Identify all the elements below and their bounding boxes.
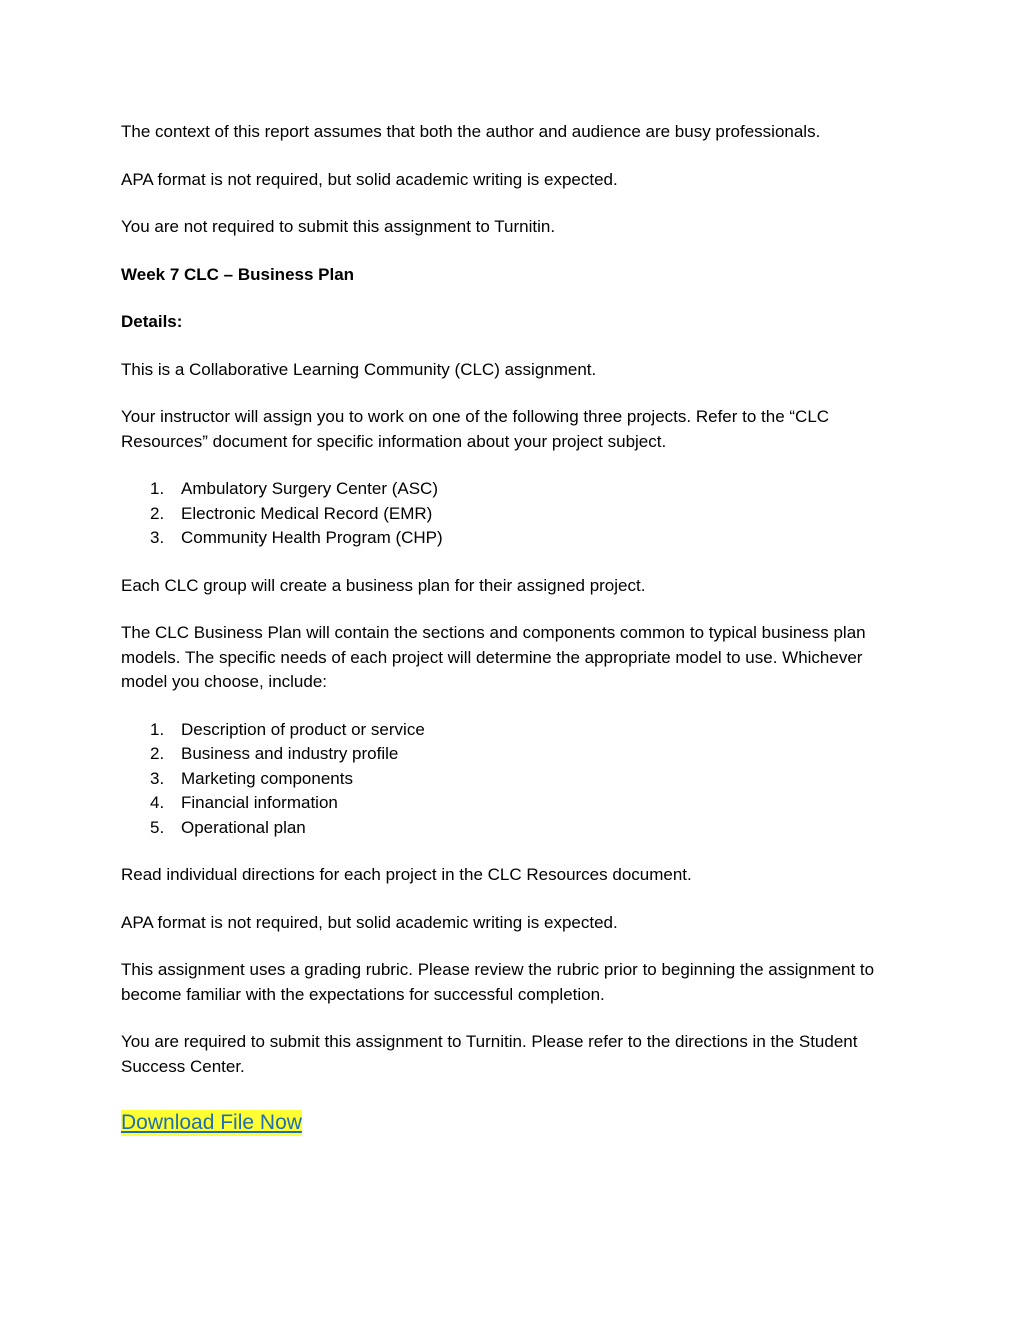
assign-paragraph: Your instructor will assign you to work on one of the following three projects. Refer to the “CLC Resources” document for specific information about your project subject.	[121, 407, 830, 451]
apa-paragraph: APA format is not required, but solid academic writing is expected.	[121, 912, 618, 932]
list-item-text: Community Health Program (CHP)	[181, 528, 443, 547]
rubric-paragraph: This assignment uses a grading rubric. Please review the rubric prior to beginning the assignment to become familiar with the expectations for successful completion.	[121, 960, 875, 1004]
list-item-text: Business and industry profile	[181, 744, 399, 763]
components-list	[121, 718, 911, 841]
list-item	[121, 791, 911, 816]
list-item-text: Financial information	[181, 793, 338, 812]
intro-paragraph: This is a Collaborative Learning Community (CLC) assignment.	[121, 359, 597, 379]
details-label: Details:	[121, 312, 183, 331]
projects-list	[121, 477, 911, 551]
turnitin-paragraph: You are required to submit this assignment to Turnitin. Please refer to the directions in the Student Success Center.	[121, 1032, 858, 1076]
download-file-link[interactable]: Download File Now	[121, 1111, 302, 1134]
list-number: 2.	[150, 503, 165, 523]
list-item	[121, 767, 911, 792]
list-item	[121, 816, 911, 841]
list-item	[121, 502, 911, 527]
turnitin-not-required-paragraph: You are not required to submit this assignment to Turnitin.	[121, 217, 556, 236]
context-paragraph: The context of this report assumes that both the author and audience are busy professionals.	[121, 122, 821, 141]
list-item-text: Marketing components	[181, 768, 353, 788]
list-number: 1.	[150, 479, 165, 498]
list-number: 1.	[150, 719, 165, 739]
list-number: 3.	[150, 768, 165, 788]
list-item-text: Electronic Medical Record (EMR)	[181, 503, 433, 523]
list-item-text: Operational plan	[181, 817, 306, 837]
list-number: 2.	[150, 744, 165, 763]
list-item	[121, 742, 911, 767]
list-number: 3.	[150, 528, 165, 547]
list-item-text: Ambulatory Surgery Center (ASC)	[181, 479, 438, 498]
document-page	[121, 120, 911, 1137]
read-directions-paragraph: Read individual directions for each project in the CLC Resources document.	[121, 865, 692, 884]
plan-paragraph: The CLC Business Plan will contain the sections and components common to typical business plan models. The specific needs of each project will determine the appropriate model to use. Whichever model you choose, include:	[121, 623, 866, 691]
assignment-heading: Week 7 CLC – Business Plan	[121, 264, 355, 284]
apa-note-paragraph: APA format is not required, but solid academic writing is expected.	[121, 169, 618, 189]
group-paragraph: Each CLC group will create a business plan for their assigned project.	[121, 575, 646, 595]
list-item	[121, 718, 911, 743]
list-number: 5.	[150, 817, 165, 837]
list-item	[121, 477, 911, 502]
list-item	[121, 526, 911, 551]
list-number: 4.	[150, 793, 165, 812]
list-item-text: Description of product or service	[181, 719, 425, 739]
